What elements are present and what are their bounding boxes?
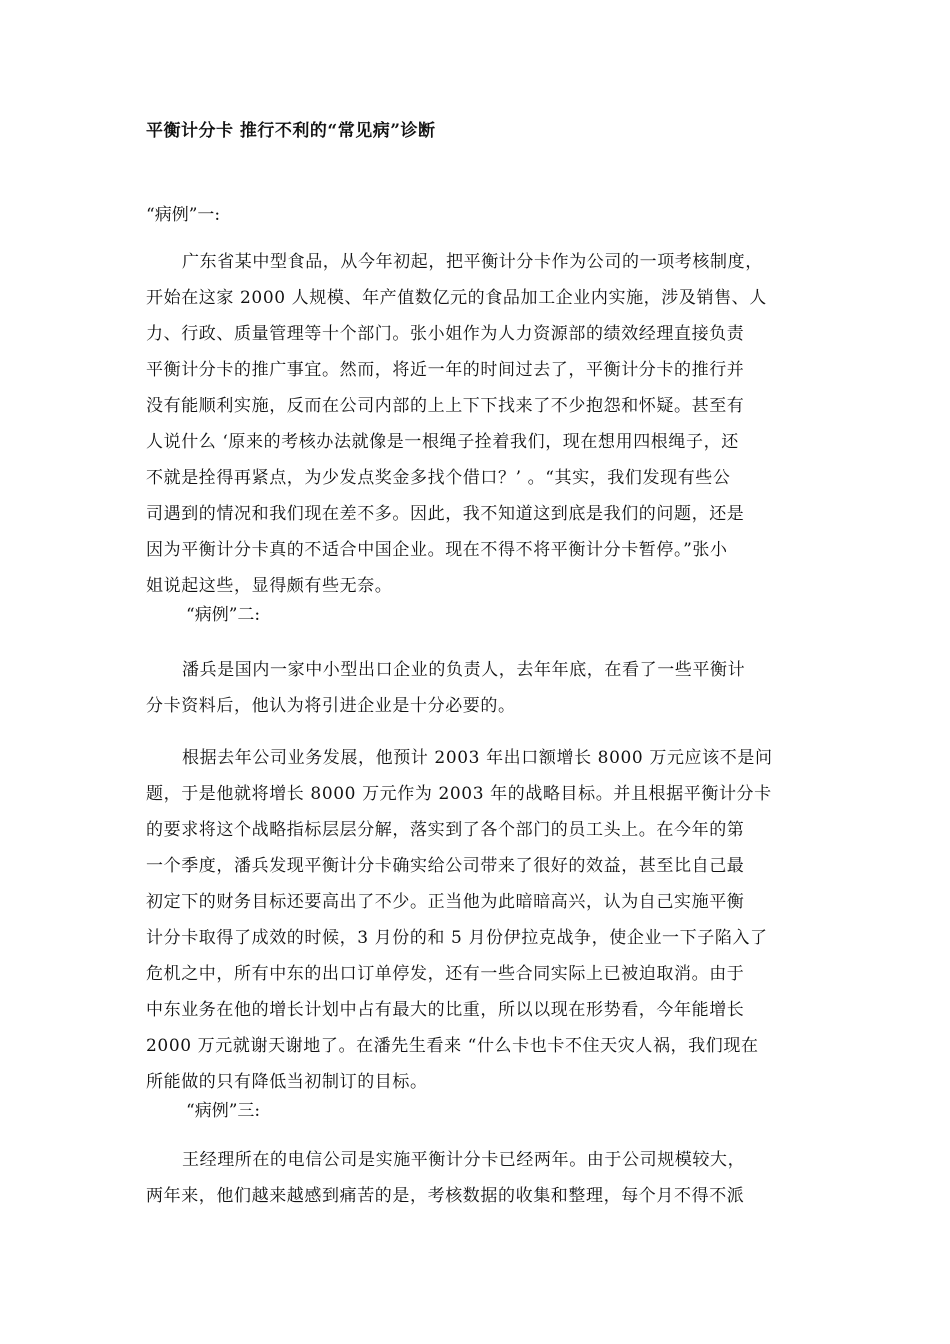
case1-line: 不就是拴得再紧点，为少发点奖金多找个借口？’ 。“其实，我们发现有些公 <box>146 468 731 488</box>
case2-line: 的要求将这个战略指标层层分解，落实到了各个部门的员工头上。在今年的第 <box>146 820 745 840</box>
case1-line: 姐说起这些，显得颇有些无奈。 <box>146 576 393 596</box>
case1-line: 没有能顺利实施，反而在公司内部的上上下下找来了不少抱怨和怀疑。甚至有 <box>146 396 745 416</box>
case3-line: 王经理所在的电信公司是实施平衡计分卡已经两年。由于公司规模较大， <box>182 1150 746 1170</box>
case2-line: 2000 万元就谢天谢地了。在潘先生看来 “什么卡也卡不住天灾人祸，我们现在 <box>146 1036 759 1056</box>
case2-paragraph-1 <box>146 652 812 724</box>
case3-heading: “病例”三: <box>186 1101 261 1121</box>
case2-paragraph-2 <box>146 740 812 1100</box>
case2-line: 初定下的财务目标还要高出了不少。正当他为此暗暗高兴，认为自己实施平衡 <box>146 892 745 912</box>
case2-line: 危机之中，所有中东的出口订单停发，还有一些合同实际上已被迫取消。由于 <box>146 964 745 984</box>
case1-line: 人说什么 ‘原来的考核办法就像是一根绳子拴着我们，现在想用四根绳子，还 <box>146 432 739 452</box>
case2-line: 潘兵是国内一家中小型出口企业的负责人，去年年底，在看了一些平衡计 <box>182 660 746 680</box>
case1-heading: “病例”一: <box>146 205 221 225</box>
case2-heading: “病例”二: <box>186 605 261 625</box>
case1-line: 开始在这家 2000 人规模、年产值数亿元的食品加工企业内实施，涉及销售、人 <box>146 288 767 308</box>
case1-paragraph <box>146 244 812 604</box>
case2-line: 题，于是他就将增长 8000 万元作为 2003 年的战略目标。并且根据平衡计分卡 <box>146 784 772 804</box>
case1-line: 司遇到的情况和我们现在差不多。因此，我不知道这到底是我们的问题，还是 <box>146 504 745 524</box>
case1-line: 广东省某中型食品，从今年初起，把平衡计分卡作为公司的一项考核制度， <box>182 252 763 272</box>
case2-line: 根据去年公司业务发展，他预计 2003 年出口额增长 8000 万元应该不是问 <box>182 748 773 768</box>
case3-line: 两年来，他们越来越感到痛苦的是，考核数据的收集和整理，每个月不得不派 <box>146 1186 745 1206</box>
case2-line: 分卡资料后，他认为将引进企业是十分必要的。 <box>146 696 516 716</box>
case1-line: 力、行政、质量管理等十个部门。张小姐作为人力资源部的绩效经理直接负责 <box>146 324 745 344</box>
case3-paragraph <box>146 1142 812 1214</box>
case2-line: 计分卡取得了成效的时候，3 月份的和 5 月份伊拉克战争，使企业一下子陷入了 <box>146 928 768 948</box>
case2-line: 中东业务在他的增长计划中占有最大的比重，所以以现在形势看，今年能增长 <box>146 1000 745 1020</box>
case2-line: 所能做的只有降低当初制订的目标。 <box>146 1072 428 1092</box>
document-title: 平衡计分卡 推行不利的“常见病”诊断 <box>146 121 436 141</box>
case1-line: 因为平衡计分卡真的不适合中国企业。现在不得不将平衡计分卡暂停。”张小 <box>146 540 728 560</box>
case2-line: 一个季度，潘兵发现平衡计分卡确实给公司带来了很好的效益，甚至比自己最 <box>146 856 745 876</box>
case1-line: 平衡计分卡的推广事宜。然而，将近一年的时间过去了，平衡计分卡的推行并 <box>146 360 745 380</box>
